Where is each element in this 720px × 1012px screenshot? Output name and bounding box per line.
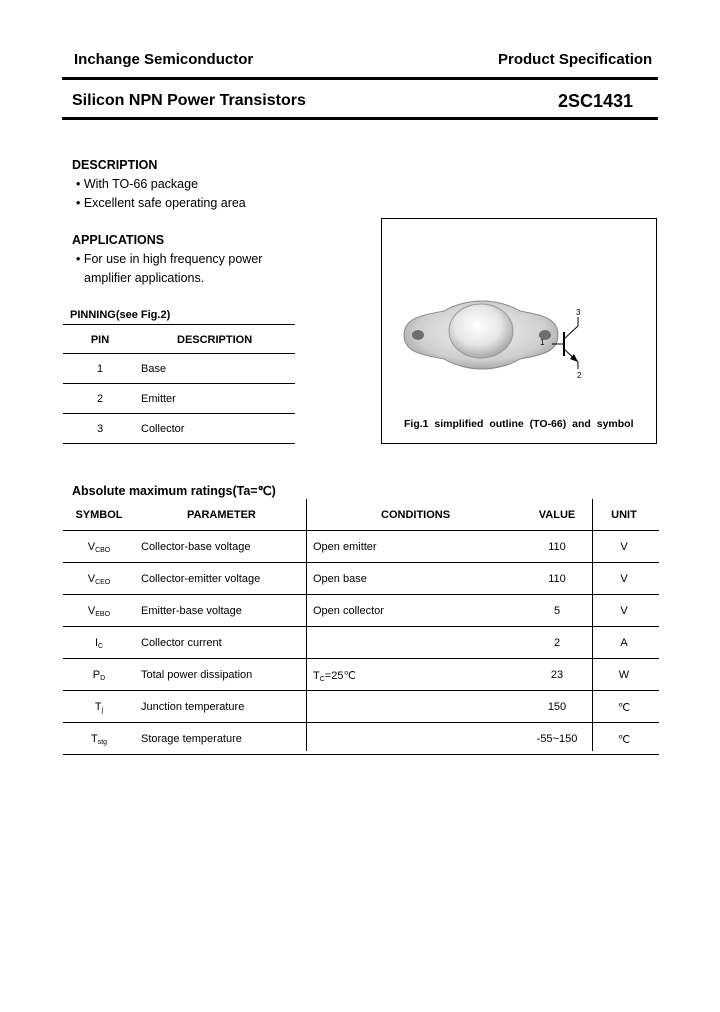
symbol-subscript: CEO [95, 579, 111, 586]
symbol-letter: V [87, 541, 96, 553]
part-number: 2SC1431 [558, 91, 634, 111]
pin-header: PIN [90, 334, 110, 346]
header-rule-bottom [62, 117, 658, 120]
symbol-cell [63, 541, 135, 554]
value-cell: 110 [548, 541, 566, 553]
pinning-table [63, 325, 295, 444]
conditions-header: CONDITIONS [381, 509, 451, 521]
value-cell: -55~150 [536, 733, 578, 745]
unit-cell: ℃ [617, 734, 631, 746]
condition-text: Open collector [313, 605, 384, 617]
pin-description: Base [141, 363, 167, 375]
value-cell: 23 [550, 669, 564, 681]
description-header: DESCRIPTION [177, 334, 253, 346]
unit-cell: W [618, 669, 630, 681]
table-row [63, 531, 659, 563]
table-row [63, 627, 659, 659]
unit-cell: V [620, 573, 628, 585]
condition-text: T [313, 670, 320, 682]
pin-number: 1 [96, 363, 104, 375]
symbol-subscript: EBO [95, 611, 111, 618]
column-divider [306, 499, 307, 751]
header-rule-top [62, 77, 658, 80]
symbol-letter: I [94, 637, 98, 649]
table-row [63, 414, 295, 444]
symbol-pin-label: 1 [540, 338, 545, 347]
value-cell: 110 [548, 573, 566, 585]
condition-tail: =25℃ [324, 670, 356, 682]
company-name: Inchange Semiconductor [74, 51, 254, 68]
condition-text: Open emitter [313, 541, 377, 553]
pin-description: Emitter [141, 393, 176, 405]
pin-number: 3 [96, 423, 104, 435]
symbol-subscript: j [101, 707, 104, 714]
unit-cell: ℃ [617, 702, 631, 714]
parameter-cell: Collector-emitter voltage [141, 573, 261, 585]
table-row [63, 659, 659, 691]
table-row [63, 563, 659, 595]
applications-item: • For use in high frequency power [76, 252, 263, 266]
parameter-cell: Collector-base voltage [141, 541, 251, 553]
conditions-cell [313, 669, 356, 683]
description-item: • Excellent safe operating area [76, 196, 246, 210]
symbol-cell [63, 573, 135, 586]
figure-caption: Fig.1 simplified outline (TO-66) and symbol [404, 418, 634, 430]
parameter-header: PARAMETER [187, 509, 256, 521]
table-row [63, 384, 295, 414]
symbol-subscript: stg [97, 739, 108, 746]
applications-title: APPLICATIONS [72, 233, 165, 247]
pinning-title: PINNING(see Fig.2) [70, 309, 171, 321]
conditions-cell [313, 605, 384, 618]
condition-text: Open base [313, 573, 367, 585]
pinning-header-row [63, 325, 295, 354]
symbol-cell [63, 605, 135, 618]
transistor-symbol [382, 219, 656, 409]
parameter-cell: Storage temperature [141, 733, 242, 745]
ratings-title: Absolute maximum ratings(Ta=℃) [72, 484, 276, 498]
unit-cell: V [620, 541, 628, 553]
pin-description: Collector [141, 423, 185, 435]
symbol-letter: T [90, 733, 98, 745]
description-item: • With TO-66 package [76, 177, 199, 191]
pin-number: 2 [96, 393, 104, 405]
symbol-letter: P [92, 669, 101, 681]
symbol-cell [63, 701, 135, 714]
figure-box [381, 218, 657, 444]
symbol-subscript: C [98, 643, 104, 650]
column-divider [592, 499, 593, 751]
symbol-letter: T [94, 701, 102, 713]
symbol-header: SYMBOL [75, 509, 123, 521]
unit-header: UNIT [611, 509, 637, 521]
value-cell: 2 [553, 637, 561, 649]
product-line: Silicon NPN Power Transistors [72, 92, 306, 109]
ratings-table [63, 499, 659, 755]
symbol-pin-label: 2 [577, 371, 582, 380]
conditions-cell [313, 541, 377, 554]
symbol-cell [63, 637, 135, 650]
doc-type: Product Specification [498, 51, 653, 68]
parameter-cell: Junction temperature [141, 701, 245, 713]
applications-item-cont: amplifier applications. [84, 271, 205, 285]
parameter-cell: Emitter-base voltage [141, 605, 242, 617]
description-title: DESCRIPTION [72, 158, 158, 172]
symbol-letter: V [87, 573, 96, 585]
symbol-pin-label: 3 [576, 308, 581, 317]
table-row [63, 595, 659, 627]
table-row [63, 354, 295, 384]
ratings-header-row [63, 499, 659, 531]
condition-subscript: C [319, 676, 325, 683]
symbol-subscript: D [100, 675, 106, 682]
unit-cell: A [620, 637, 628, 649]
symbol-cell [63, 669, 135, 682]
symbol-subscript: CBO [95, 547, 111, 554]
symbol-letter: V [87, 605, 96, 617]
conditions-cell [313, 573, 367, 586]
value-cell: 150 [547, 701, 567, 713]
table-row [63, 723, 659, 755]
unit-cell: V [620, 605, 628, 617]
parameter-cell: Total power dissipation [141, 669, 253, 681]
parameter-cell: Collector current [141, 637, 222, 649]
symbol-cell [63, 733, 135, 746]
value-cell: 5 [553, 605, 561, 617]
value-header: VALUE [538, 509, 576, 521]
table-row [63, 691, 659, 723]
